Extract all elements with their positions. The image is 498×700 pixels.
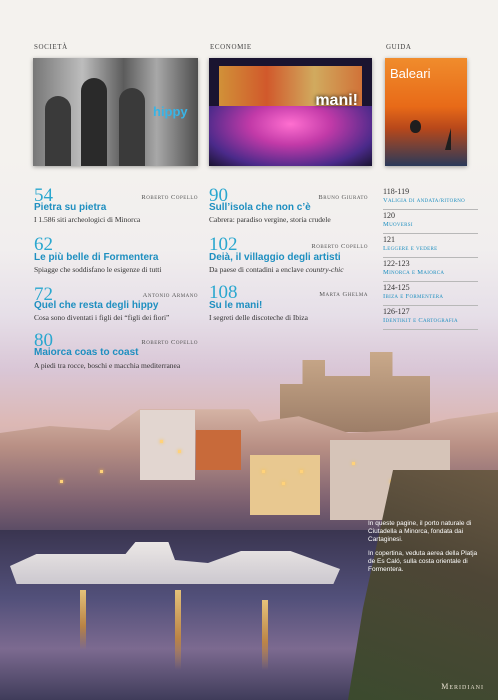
crowd-image xyxy=(209,106,372,166)
article-page-number: 54 xyxy=(34,185,53,206)
article-author: Roberto Copello xyxy=(141,339,198,346)
description-text: Da paese di contadini a enclave xyxy=(209,265,306,274)
guide-index-pages: 120 xyxy=(383,211,395,220)
guide-index-label: Ibiza e Formentera xyxy=(383,293,444,300)
light-reflection xyxy=(262,600,268,670)
article-description: Cosa sono diventati i figli dei “figli dei fiori” xyxy=(34,313,170,322)
guide-index-pages: 118-119 xyxy=(383,187,410,196)
article-description: A piedi tra rocce, boschi e macchia mediterranea xyxy=(34,361,181,370)
guide-index-label: Identikit e Cartografia xyxy=(383,317,458,324)
guide-index-item[interactable] xyxy=(383,234,478,258)
guide-index-item[interactable] xyxy=(383,210,478,234)
sailboat-icon xyxy=(445,128,451,150)
guide-index-pages: 124-125 xyxy=(383,283,410,292)
guide-index-label: Valigia di andata/ritorno xyxy=(383,197,466,204)
house-yellow xyxy=(250,455,320,515)
magazine-footer: Meridiani xyxy=(441,682,484,691)
thumbnail-word: hippy xyxy=(153,104,188,119)
article-title[interactable]: Maiorca coas to coast xyxy=(34,347,139,358)
article-description: I segreti delle discoteche di Ibiza xyxy=(209,313,308,322)
thumbnail-word: mani! xyxy=(315,92,358,109)
person-figure xyxy=(119,88,145,166)
article-page-number: 62 xyxy=(34,234,53,255)
guide-index-label: Minorca e Maiorca xyxy=(383,269,445,276)
thumbnail-societa-hippy[interactable] xyxy=(33,58,198,166)
guide-index-item[interactable] xyxy=(383,186,478,210)
photo-caption xyxy=(368,520,478,580)
article-title[interactable]: Quel che resta degli hippy xyxy=(34,300,159,311)
article-description: Cabrera: paradiso vergine, storia crudele xyxy=(209,215,331,224)
article-description xyxy=(209,265,344,274)
thumbnail-economie-disco[interactable] xyxy=(209,58,372,166)
person-figure xyxy=(81,78,107,166)
article-title[interactable]: Pietra su pietra xyxy=(34,202,107,213)
light-reflection xyxy=(175,590,181,670)
guide-index-item[interactable] xyxy=(383,258,478,282)
guide-index-item[interactable] xyxy=(383,306,478,330)
lit-window xyxy=(262,470,265,473)
guide-index-pages: 126-127 xyxy=(383,307,410,316)
article-page-number: 72 xyxy=(34,284,53,305)
hot-air-balloon-icon xyxy=(410,120,421,133)
lit-window xyxy=(352,462,355,465)
lit-window xyxy=(100,470,103,473)
lit-window xyxy=(178,450,181,453)
article-author: Marta Ghelma xyxy=(319,291,368,298)
light-reflection xyxy=(80,590,86,650)
guide-index-label: Leggere e vedere xyxy=(383,245,438,252)
caption-paragraph: In queste pagine, il porto naturale di Ciutadella a Minorca, fondata dai Cartaginesi. xyxy=(368,520,472,543)
article-description: Spiagge che soddisfano le esigenze di tutti xyxy=(34,265,162,274)
article-author: Antonio Armano xyxy=(142,292,198,299)
guide-index-label: Muoversi xyxy=(383,221,413,228)
person-figure xyxy=(45,96,71,166)
thumbnail-guida-baleari[interactable] xyxy=(385,58,467,166)
guide-index-pages: 122-123 xyxy=(383,259,410,268)
article-title[interactable]: Le più belle di Formentera xyxy=(34,252,159,263)
lit-window xyxy=(282,482,285,485)
article-title[interactable]: Deià, il villaggio degli artisti xyxy=(209,252,341,263)
article-page-number: 102 xyxy=(209,234,238,255)
description-italic: country-chic xyxy=(305,265,344,274)
article-author: Roberto Copello xyxy=(311,243,368,250)
article-author: Roberto Copello xyxy=(141,194,198,201)
lit-window xyxy=(60,480,63,483)
lit-window xyxy=(300,470,303,473)
section-label-economie: ECONOMIE xyxy=(210,43,252,51)
guide-index-pages: 121 xyxy=(383,235,395,244)
house-white xyxy=(140,410,195,480)
thumbnail-word: Baleari xyxy=(390,66,431,81)
article-page-number: 90 xyxy=(209,185,228,206)
caption-paragraph: In copertina, veduta aerea della Platja de Es Caló, sulla costa orientale di Formentera. xyxy=(368,550,478,573)
article-page-number: 80 xyxy=(34,330,53,351)
guide-index xyxy=(383,186,478,330)
guide-index-item[interactable] xyxy=(383,282,478,306)
article-title[interactable]: Sull’isola che non c’è xyxy=(209,202,311,213)
article-page-number: 108 xyxy=(209,282,238,303)
house-orange xyxy=(196,430,241,470)
section-label-guida: GUIDA xyxy=(386,43,412,51)
lit-window xyxy=(160,440,163,443)
article-author: Bruno Giurato xyxy=(318,194,368,201)
article-description: I 1.586 siti archeologici di Minorca xyxy=(34,215,141,224)
article-title[interactable]: Su le mani! xyxy=(209,300,263,311)
section-label-societa: SOCIETÀ xyxy=(34,43,68,51)
